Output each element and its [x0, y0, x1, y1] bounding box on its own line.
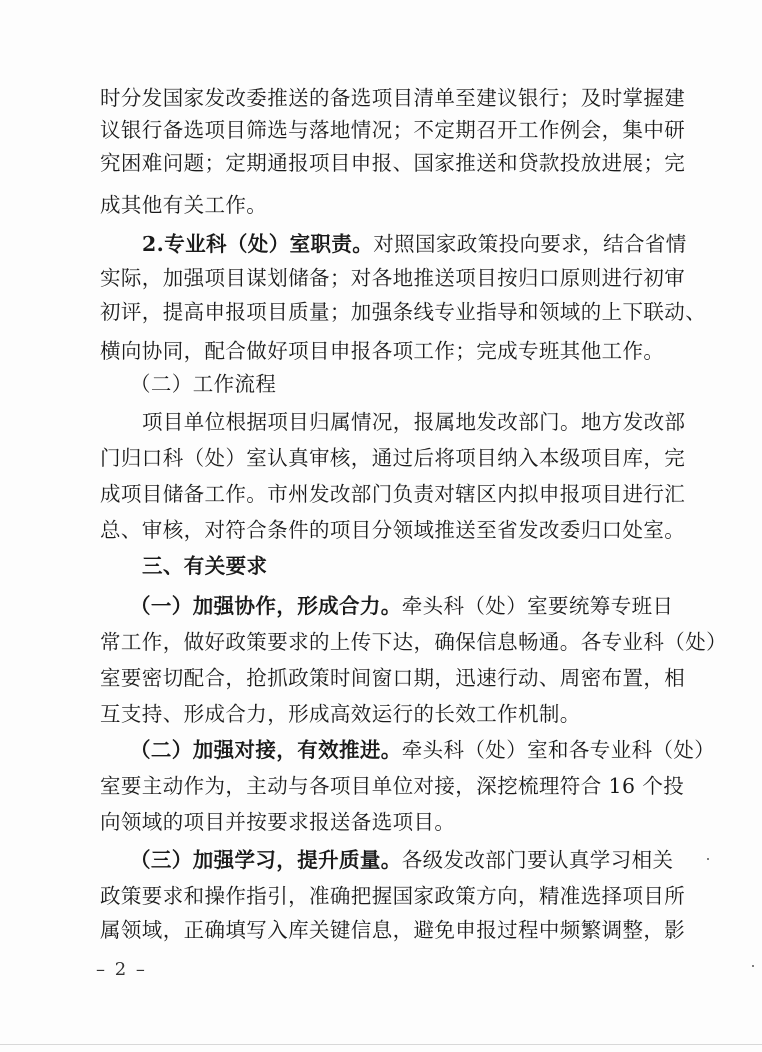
text-line: 项目单位根据项目归属情况，报属地发改部门。地方发改部 [142, 410, 686, 434]
text-line: 总、审核，对符合条件的项目分领域推送至省发改委归口处室。 [100, 518, 686, 542]
text-line: 横向协同，配合做好项目申报各项工作；完成专班其他工作。 [100, 339, 665, 363]
text-line: 室要主动作为，主动与各项目单位对接，深挖梳理符合 16 个投 [100, 774, 685, 798]
text-line: 议银行备选项目筛选与落地情况；不定期召开工作例会，集中研 [100, 118, 686, 142]
text-line: 门归口科（处）室认真审核，通过后将项目纳入本级项目库，完 [100, 446, 686, 470]
paragraph-first-line [142, 228, 687, 260]
text-line: 互支持、形成合力，形成高效运行的长效工作机制。 [100, 702, 581, 726]
text-line: 政策要求和操作指引，准确把握国家政策方向，精准选择项目所 [100, 884, 686, 908]
paragraph-first-line [130, 590, 673, 622]
subsection-heading-inline: （一）加强协作，形成合力。 [130, 594, 402, 618]
text-line: 初评，提高申报项目质量；加强条线专业指导和领域的上下联动、 [100, 300, 707, 324]
page-number: – 2 – [96, 959, 147, 980]
text-line: 属领域，正确填写入库关键信息，避免申报过程中频繁调整，影 [100, 918, 686, 942]
text-run: 对照国家政策投向要求，结合省情 [373, 232, 687, 256]
text-line: 向领域的项目并按要求报送备选项目。 [100, 810, 456, 834]
paragraph-first-line [130, 844, 673, 876]
section-heading: 三、有关要求 [142, 554, 268, 578]
subsection-heading-inline: （三）加强学习，提升质量。 [130, 848, 402, 872]
page-bottom-edge [0, 1044, 762, 1045]
text-line: 常工作，做好政策要求的上传下达，确保信息畅通。各专业科（处） [100, 630, 727, 654]
text-line: 时分发国家发改委推送的备选项目清单至建议银行；及时掌握建 [100, 86, 686, 110]
paragraph-first-line [130, 734, 715, 766]
scan-speck [707, 858, 709, 860]
subsection-heading-inline: （二）加强对接，有效推进。 [130, 738, 402, 762]
text-run: 各级发改部门要认真学习相关 [401, 848, 674, 872]
subsection-heading: （二）工作流程 [130, 372, 277, 396]
section-heading-inline: 2.专业科（处）室职责。 [142, 232, 374, 256]
text-line: 室要密切配合，抢抓政策时间窗口期，迅速行动、周密布置，相 [100, 666, 686, 690]
text-line: 实际，加强项目谋划储备；对各地推送项目按归口原则进行初审 [100, 266, 686, 290]
text-line: 成其他有关工作。 [100, 193, 268, 217]
text-line: 成项目储备工作。市州发改部门负责对辖区内拟申报项目进行汇 [100, 482, 686, 506]
text-run: 牵头科（处）室和各专业科（处） [401, 738, 716, 762]
scan-speck [752, 965, 754, 967]
text-line: 究困难问题；定期通报项目申报、国家推送和贷款投放进展；完 [100, 151, 686, 175]
text-run: 牵头科（处）室要统筹专班日 [401, 594, 674, 618]
